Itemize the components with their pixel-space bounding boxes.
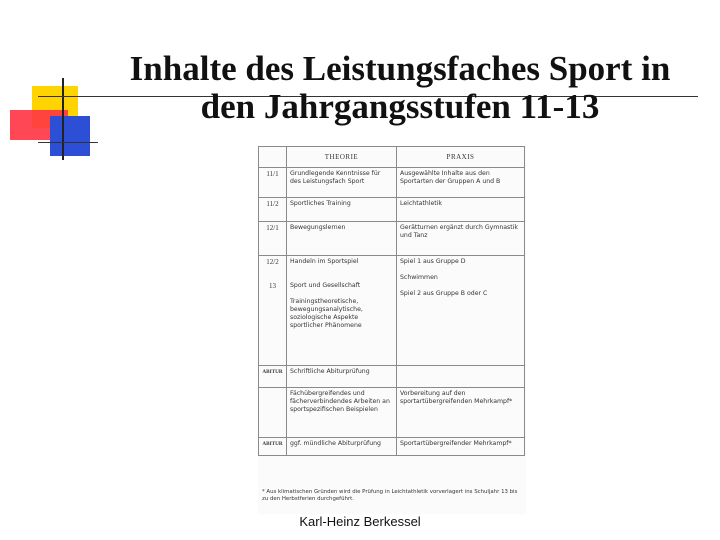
row-level-abitur: ABITUR (259, 438, 287, 456)
table-row (259, 222, 525, 256)
scanned-table-image (258, 146, 526, 514)
vertical-line-decoration (62, 78, 64, 160)
row-practice: Ausgewählte Inhalte aus den Sportarten der Gruppen A und B (397, 168, 525, 198)
row-practice: Gerätturnen ergänzt durch Gymnastik und Tanz (397, 222, 525, 256)
row-level (259, 388, 287, 438)
row-level: 11/2 (259, 198, 287, 222)
header-blank (259, 147, 287, 168)
row-practice (397, 366, 525, 388)
level-12-2: 12/2 (266, 258, 279, 266)
table-row (259, 366, 525, 388)
slide-title (100, 50, 700, 126)
table-footnote: * Aus klimatischen Gründen wird die Prüfung in Leichtathletik vorverlagert ins Schuljahr 13 bis zu den Herbstferien durchgeführt. (262, 489, 518, 502)
title-line-2: den Jahrgangsstufen 11-13 (200, 87, 600, 126)
row-level-abitur: ABITUR (259, 366, 287, 388)
short-line-decoration (38, 142, 98, 143)
row-theory: ggf. mündliche Abiturprüfung (287, 438, 397, 456)
table-row (259, 256, 525, 366)
practice-spiel1: Spiel 1 aus Gruppe D (400, 258, 466, 265)
practice-schwimmen: Schwimmen (400, 274, 438, 281)
blue-square-decoration (50, 116, 90, 156)
level-13: 13 (269, 282, 276, 290)
theory-gesellschaft: Sport und Gesellschaft (290, 282, 361, 289)
row-level (259, 256, 287, 366)
row-practice: Sportartübergreifender Mehrkampf* (397, 438, 525, 456)
theory-handeln: Handeln im Sportspiel (290, 258, 359, 265)
author-name: Karl-Heinz Berkessel (299, 514, 421, 529)
row-practice (397, 256, 525, 366)
table-row (259, 168, 525, 198)
row-theory: Schriftliche Abiturprüfung (287, 366, 397, 388)
header-praxis: PRAXIS (397, 147, 525, 168)
row-level: 11/1 (259, 168, 287, 198)
row-theory: Bewegungslernen (287, 222, 397, 256)
row-theory: Sportliches Training (287, 198, 397, 222)
theory-aspekte: Trainingstheoretische, bewegungsanalytische, soziologische Aspekte sportlicher Phänomene (290, 298, 363, 329)
row-theory: Fächübergreifendes und fächerverbindendes Arbeiten an sportspezifischen Beispielen (287, 388, 397, 438)
row-practice: Vorbereitung auf den sportartübergreifenden Mehrkampf* (397, 388, 525, 438)
table-row (259, 438, 525, 456)
row-theory: Grundlegende Kenntnisse für des Leistungsfach Sport (287, 168, 397, 198)
curriculum-table (258, 146, 525, 456)
table-header-row (259, 147, 525, 168)
table-row (259, 198, 525, 222)
row-theory (287, 256, 397, 366)
header-theorie: THEORIE (287, 147, 397, 168)
row-level: 12/1 (259, 222, 287, 256)
table-row (259, 388, 525, 438)
practice-spiel2: Spiel 2 aus Gruppe B oder C (400, 290, 488, 297)
row-practice: Leichtathletik (397, 198, 525, 222)
title-line-1: Inhalte des Leistungsfaches Sport in (129, 49, 671, 88)
